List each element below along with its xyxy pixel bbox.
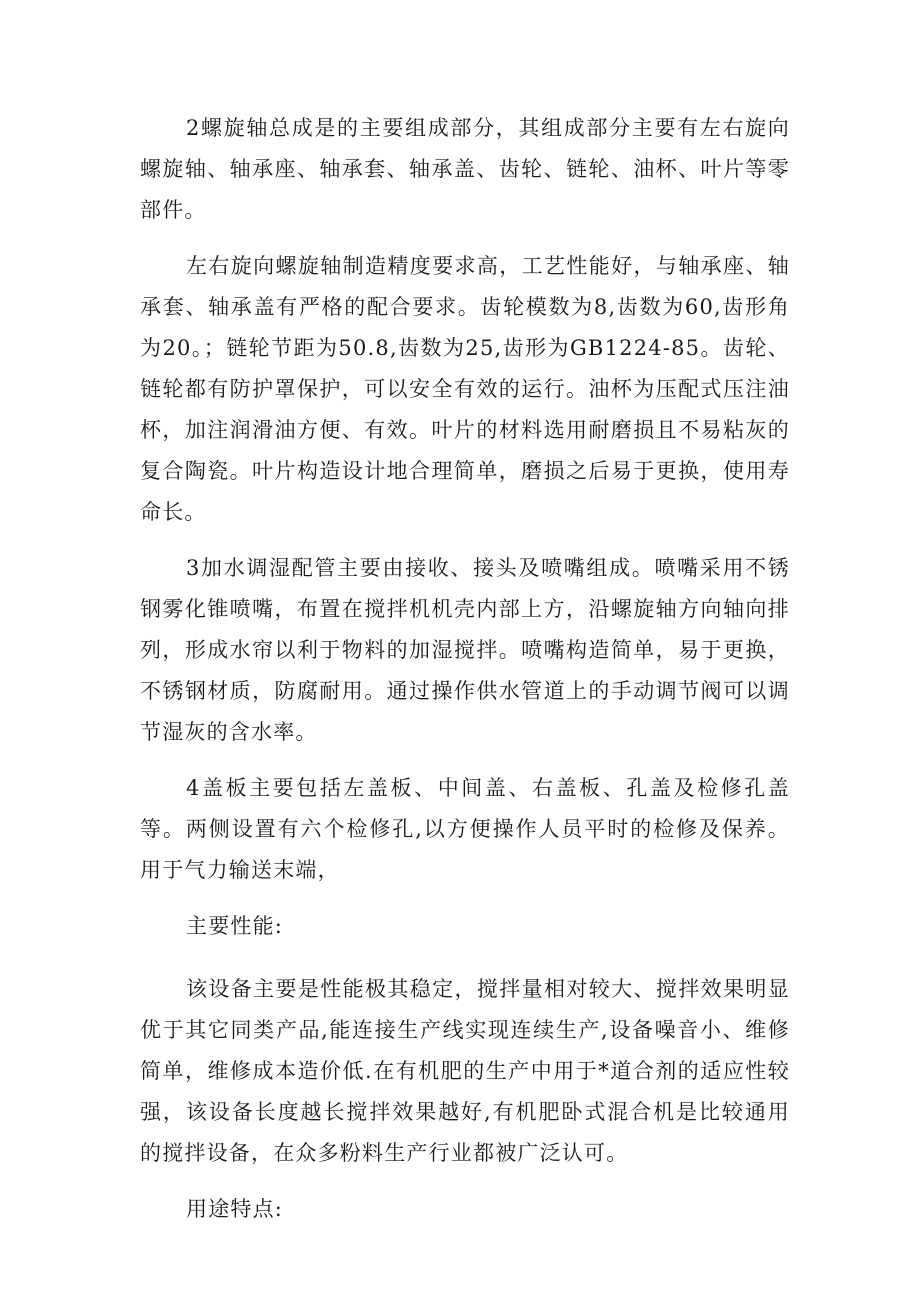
paragraph-shaft-precision: 左右旋向螺旋轴制造精度要求高，工艺性能好，与轴承座、轴承套、轴承盖有严格的配合要求。齿轮模数为8,齿数为60,齿形角为20。；链轮节距为50.8,齿数为25,齿形为GB1224-85。齿轮、链轮都有防护罩保护，可以安全有效的运行。油杯为压配式压注油杯，加注润滑油方便、有效。叶片的材料选用耐磨损且不易粘灰的复合陶瓷。叶片构造设计地合理简单，磨损之后易于更换，使用寿命长。 [140,254,790,524]
paragraph-performance: 该设备主要是性能极其稳定，搅拌量相对较大、搅拌效果明显优于其它同类产品,能连接生产线实现连续生产,设备噪音小、维修简单，维修成本造价低.在有机肥的生产中用于*道合剂的适应性较强，该设备长度越长搅拌效果越好,有机肥卧式混合机是比较通用的搅拌设备，在众多粉料生产行业都被广泛认可。 [140,977,790,1165]
heading-main-performance: 主要性能: [186,914,284,938]
paragraph-cover-plate: 4盖板主要包括左盖板、中间盖、右盖板、孔盖及检修孔盖等。两侧设置有六个检修孔,以方便操作人员平时的检修及保养。用于气力输送末端， [140,776,790,882]
heading-usage-features: 用途特点: [186,1197,284,1221]
paragraph-humidifying-pipe: 3加水调湿配管主要由接收、接头及喷嘴组成。喷嘴采用不锈钢雾化锥喷嘴，布置在搅拌机机壳内部上方，沿螺旋轴方向轴向排列，形成水帘以利于物料的加湿搅拌。喷嘴构造简单，易于更换，不锈钢材质，防腐耐用。通过操作供水管道上的手动调节阀可以调节湿灰的含水率。 [140,556,790,744]
paragraph-spiral-shaft: 2螺旋轴总成是的主要组成部分，其组成部分主要有左右旋向螺旋轴、轴承座、轴承套、轴承盖、齿轮、链轮、油杯、叶片等零部件。 [140,116,790,222]
document-body [140,108,790,1252]
